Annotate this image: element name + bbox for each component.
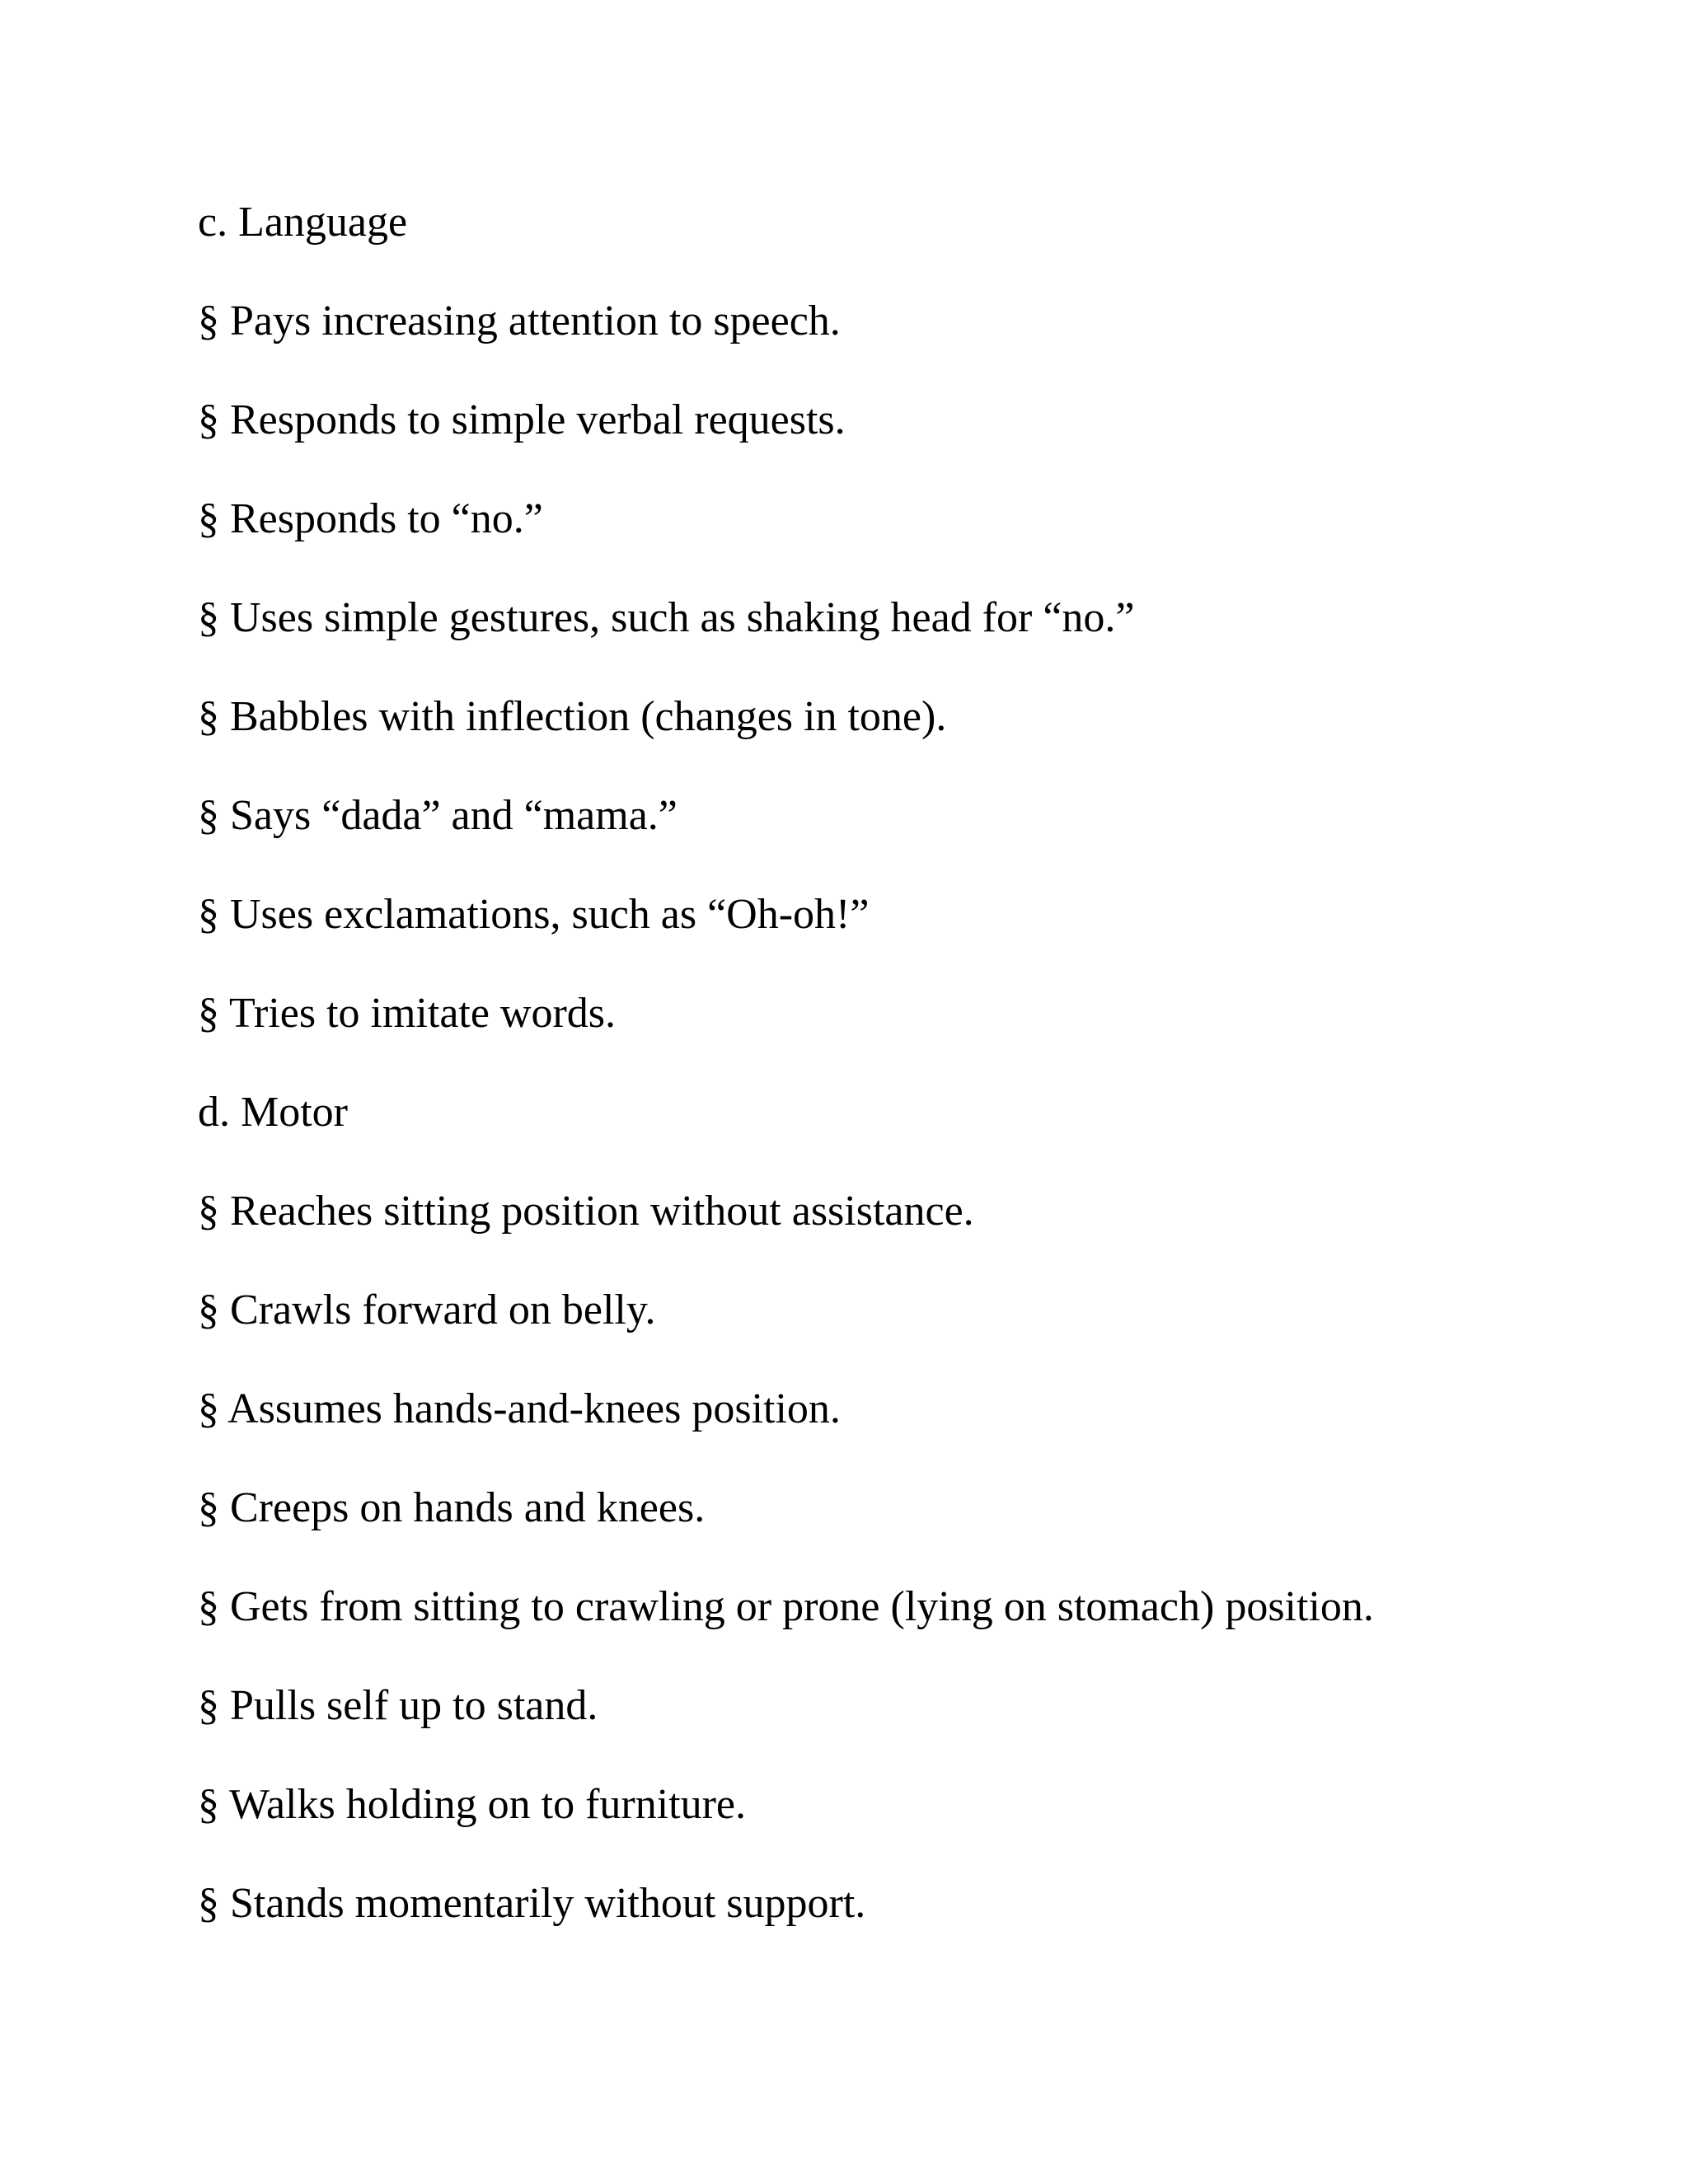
list-item: § Responds to “no.”: [198, 495, 543, 542]
section-heading-motor: d. Motor: [198, 1089, 348, 1136]
section-heading-language: c. Language: [198, 199, 408, 246]
list-item: § Pulls self up to stand.: [198, 1682, 598, 1729]
list-item: § Tries to imitate words.: [198, 990, 617, 1037]
text-lines: [198, 198, 1374, 1978]
list-item: § Uses exclamations, such as “Oh-oh!”: [198, 891, 870, 938]
list-item: § Babbles with inflection (changes in tone).: [198, 693, 947, 740]
list-item: § Gets from sitting to crawling or prone (lying on stomach) position.: [198, 1583, 1374, 1630]
list-item: § Uses simple gestures, such as shaking head for “no.”: [198, 594, 1135, 641]
list-item: § Crawls forward on belly.: [198, 1286, 656, 1333]
list-item: § Stands momentarily without support.: [198, 1880, 866, 1927]
list-item: § Pays increasing attention to speech.: [198, 298, 841, 344]
list-item: § Creeps on hands and knees.: [198, 1484, 706, 1531]
list-item: § Responds to simple verbal requests.: [198, 396, 846, 443]
list-item: § Assumes hands-and-knees position.: [198, 1385, 841, 1432]
list-item: § Walks holding on to furniture.: [198, 1781, 747, 1828]
list-item: § Reaches sitting position without assistance.: [198, 1188, 974, 1235]
list-item: § Says “dada” and “mama.”: [198, 792, 678, 839]
